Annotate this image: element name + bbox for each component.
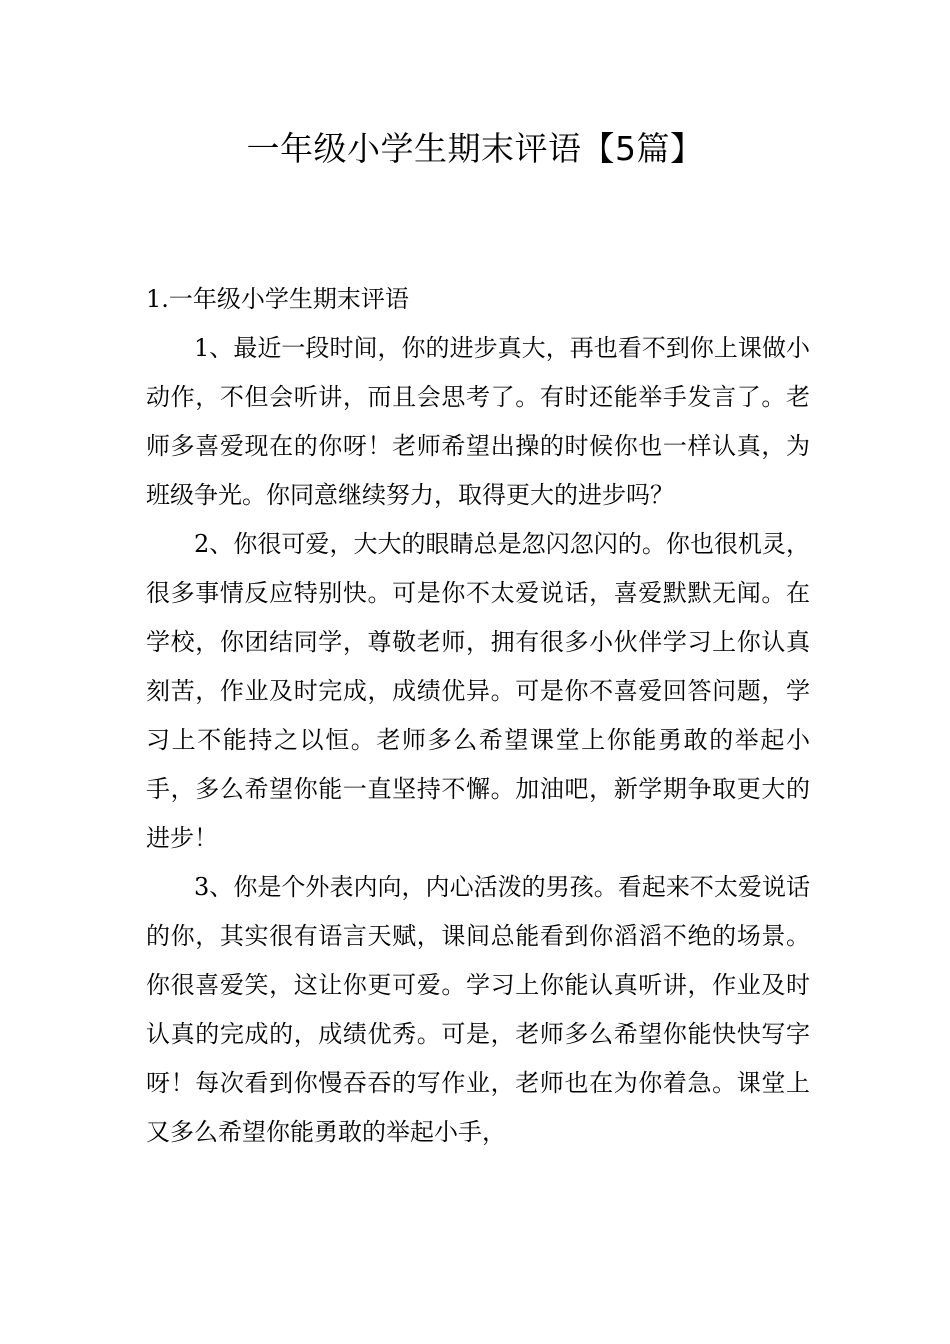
document-body — [146, 275, 810, 1157]
document-title: 一年级小学生期末评语【5篇】 — [246, 129, 704, 168]
paragraph-3: 3、你是个外表内向，内心活泼的男孩。看起来不太爱说话的你，其实很有语言天赋，课间总能看到你滔滔不绝的场景。你很喜爱笑，这让你更可爱。学习上你能认真听讲，作业及时认真的完成的，成绩优秀。可是，老师多么希望你能快快写字呀！每次看到你慢吞吞的写作业，老师也在为你着急。课堂上又多么希望你能勇敢的举起小手， — [146, 873, 810, 1146]
section-heading: 1.一年级小学生期末评语 — [146, 285, 409, 313]
paragraph-1: 1、最近一段时间，你的进步真大，再也看不到你上课做小动作，不但会听讲，而且会思考了。有时还能举手发言了。老师多喜爱现在的你呀！老师希望出操的时候你也一样认真，为班级争光。你同意继续努力，取得更大的进步吗？ — [146, 334, 810, 509]
paragraph-2: 2、你很可爱，大大的眼睛总是忽闪忽闪的。你也很机灵，很多事情反应特别快。可是你不太爱说话，喜爱默默无闻。在学校，你团结同学，尊敬老师，拥有很多小伙伴学习上你认真刻苦，作业及时完成，成绩优异。可是你不喜爱回答问题，学习上不能持之以恒。老师多么希望课堂上你能勇敢的举起小手，多么希望你能一直坚持不懈。加油吧，新学期争取更大的进步！ — [146, 530, 810, 852]
